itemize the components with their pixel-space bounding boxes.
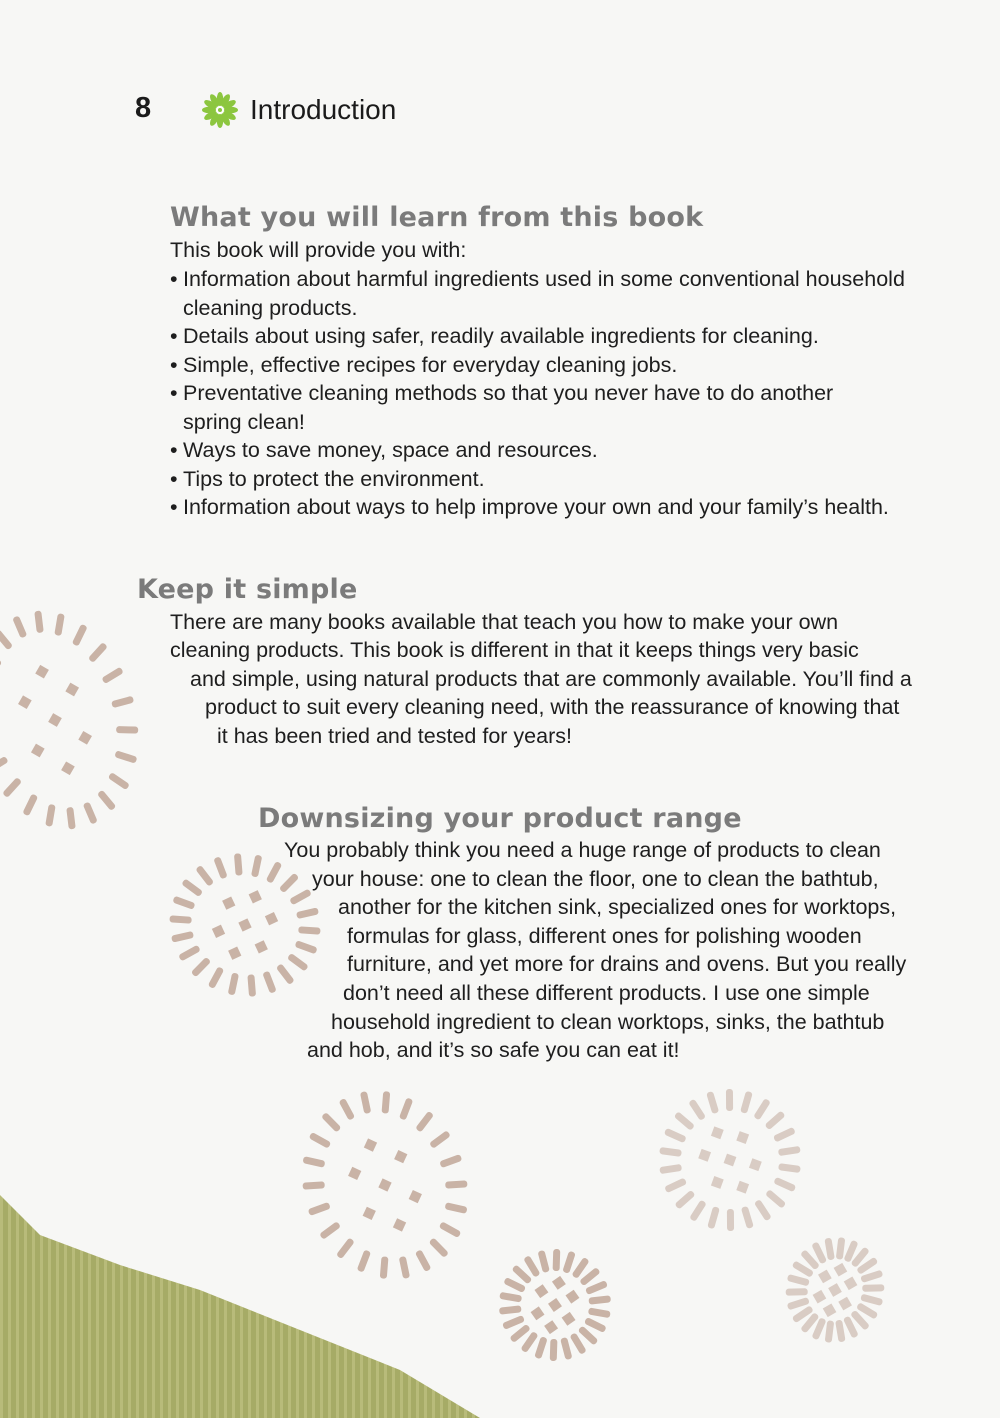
flower-icon xyxy=(200,90,240,130)
list-item: • Information about ways to help improve your own and your family’s health. xyxy=(183,495,889,520)
paragraph-line: it has been tried and tested for years! xyxy=(217,724,572,748)
list-item: • Simple, effective recipes for everyday cleaning jobs. xyxy=(183,353,677,378)
paragraph-line: and hob, and it’s so safe you can eat it! xyxy=(307,1038,680,1062)
heading-keep-it-simple: Keep it simple xyxy=(137,574,358,605)
intro-line: This book will provide you with: xyxy=(170,238,467,262)
paragraph-line: You probably think you need a huge range of products to clean xyxy=(284,838,881,862)
list-item: • Information about harmful ingredients used in some conventional household xyxy=(183,267,905,292)
bamboo-mat-icon xyxy=(0,1195,480,1418)
paragraph-line: There are many books available that teach you how to make your own xyxy=(170,610,839,634)
list-item: • Ways to save money, space and resources. xyxy=(183,438,598,463)
paragraph-line: product to suit every cleaning need, with the reassurance of knowing that xyxy=(205,695,900,719)
paragraph-line: don’t need all these different products. I use one simple xyxy=(343,981,870,1005)
heading-what-you-will-learn: What you will learn from this book xyxy=(170,202,704,233)
list-item: • Details about using safer, readily available ingredients for cleaning. xyxy=(183,324,819,349)
paragraph-line: cleaning products. This book is different in that it keeps things very basic xyxy=(170,638,859,662)
paragraph-line: household ingredient to clean worktops, sinks, the bathtub xyxy=(331,1010,885,1034)
list-item-continuation: spring clean! xyxy=(183,410,305,434)
heading-downsizing: Downsizing your product range xyxy=(258,803,742,834)
list-item: • Preventative cleaning methods so that you never have to do another xyxy=(183,381,833,406)
section-title: Introduction xyxy=(250,94,397,125)
paragraph-line: formulas for glass, different ones for polishing wooden xyxy=(347,924,862,948)
list-item: • Tips to protect the environment. xyxy=(183,467,485,492)
page-number: 8 xyxy=(135,92,152,124)
paragraph-line: furniture, and yet more for drains and ovens. But you really xyxy=(347,952,907,976)
paragraph-line: and simple, using natural products that are commonly available. You’ll find a xyxy=(190,667,912,691)
paragraph-line: another for the kitchen sink, specialized ones for worktops, xyxy=(338,895,897,919)
list-item-continuation: cleaning products. xyxy=(183,296,358,320)
paragraph-line: your house: one to clean the floor, one to clean the bathtub, xyxy=(312,867,879,891)
